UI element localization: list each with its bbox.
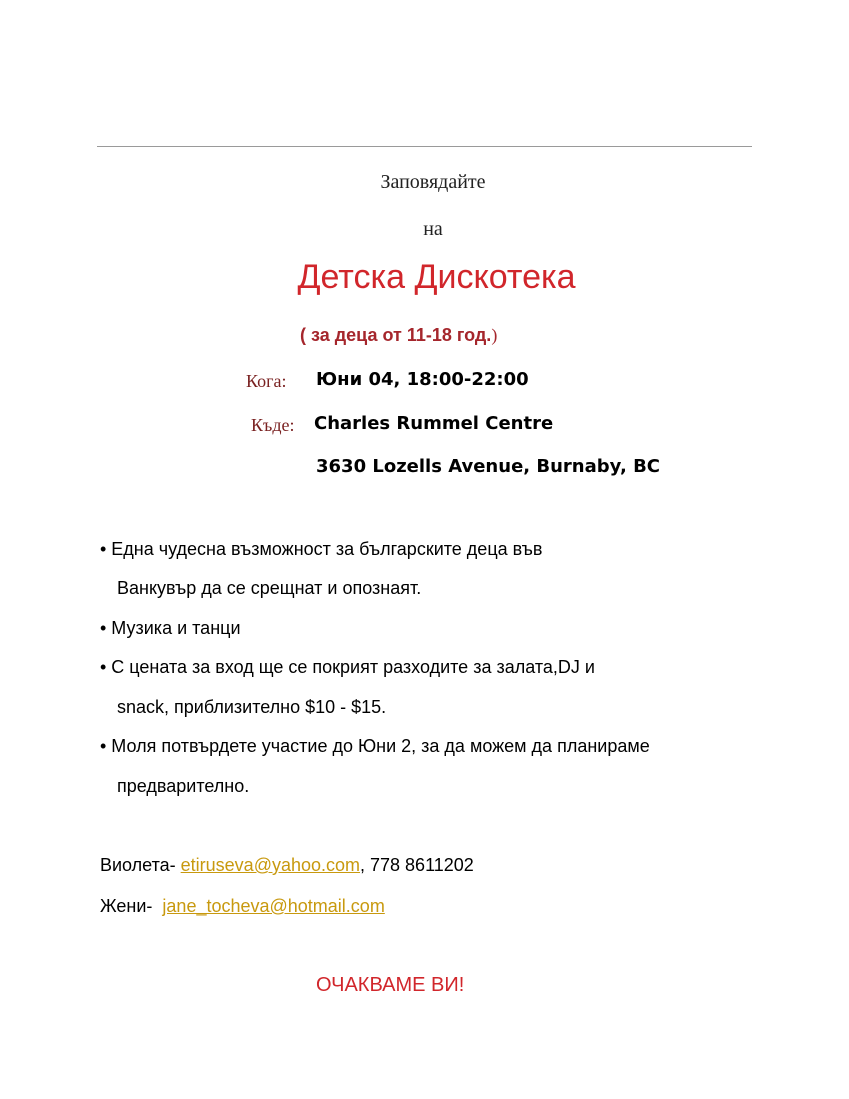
- contact-jeni: [100, 896, 385, 917]
- email-link-violeta[interactable]: etiruseva@yahoo.com: [180, 855, 361, 875]
- bullet-2-line-1: • Музика и танци: [100, 618, 241, 638]
- when-label: Кога:: [246, 371, 287, 391]
- where-value: Charles Rummel Centre: [314, 413, 554, 434]
- age-range-text: ( за деца от 11-18 год.: [300, 325, 492, 345]
- contact-name: Жени-: [100, 896, 153, 916]
- top-divider: [97, 146, 752, 147]
- address: 3630 Lozells Avenue, Burnaby, BC: [316, 456, 661, 477]
- bullet-3-line-1: • С цената за вход ще се покрият разходите за залата,DJ и: [100, 657, 595, 677]
- bullet-1-line-2: Ванкувър да се срещнат и опознаят.: [117, 578, 422, 598]
- bullet-3-line-2: snack, приблизително $10 - $15.: [117, 697, 387, 717]
- bullet-4-line-2: предварително.: [117, 776, 250, 796]
- age-range-close: ): [491, 325, 498, 345]
- when-value: Юни 04, 18:00-22:00: [316, 369, 529, 390]
- bullet-4-line-1: • Моля потвърдете участие до Юни 2, за да можем да планираме: [100, 736, 650, 756]
- invite-line-1: Заповядайте: [380, 171, 486, 193]
- contact-name: Виолета-: [100, 855, 176, 875]
- event-title: Детска Дискотека: [297, 258, 576, 296]
- where-label: Къде:: [251, 415, 295, 435]
- contact-phone: , 778 8611202: [360, 855, 474, 875]
- closing-message: ОЧАКВАМЕ ВИ!: [316, 974, 465, 996]
- age-range: [300, 325, 497, 346]
- bullet-1-line-1: • Една чудесна възможност за българските деца във: [100, 539, 543, 559]
- invite-line-2: на: [423, 218, 443, 240]
- contact-violeta: [100, 855, 474, 876]
- email-link-jeni[interactable]: jane_tocheva@hotmail.com: [162, 896, 385, 916]
